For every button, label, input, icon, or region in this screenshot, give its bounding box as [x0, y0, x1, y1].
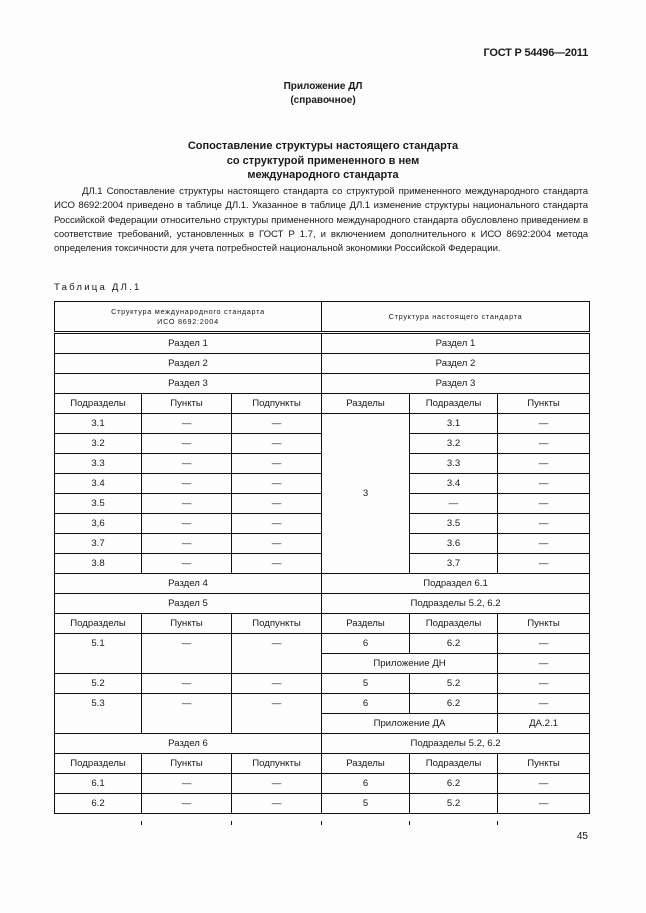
cell: — — [142, 774, 232, 794]
cell: — — [498, 434, 590, 454]
header-national-structure: Структура настоящего стандарта — [322, 302, 590, 333]
cell: — — [232, 414, 322, 434]
cell: — — [498, 474, 590, 494]
section-title-line: Сопоставление структуры настоящего стандарта — [187, 140, 459, 152]
cell: 3.7 — [55, 534, 142, 554]
cell: 3.3 — [55, 454, 142, 474]
cell: — — [232, 534, 322, 554]
cell: Подраздел 6.1 — [322, 574, 590, 594]
cell: 5.1 — [55, 634, 142, 674]
cell: — — [232, 774, 322, 794]
table-continuation-ticks — [54, 821, 589, 825]
table-row — [55, 734, 590, 754]
col-label: Пункты — [142, 394, 232, 414]
cell: — — [498, 554, 590, 574]
cell: — — [142, 534, 232, 554]
cell: 5.2 — [55, 674, 142, 694]
cell: — — [498, 654, 590, 674]
cell: 3.5 — [55, 494, 142, 514]
table-row — [55, 414, 590, 434]
table-row — [55, 574, 590, 594]
cell: Раздел 2 — [322, 354, 590, 374]
cell: 5.3 — [55, 694, 142, 734]
cell-merged-section: 3 — [322, 414, 410, 574]
cell: — — [498, 514, 590, 534]
cell: 3.5 — [410, 514, 498, 534]
cell: — — [498, 774, 590, 794]
cell: ДА.2.1 — [498, 714, 590, 734]
cell: Раздел 3 — [55, 374, 322, 394]
section-title-line: международного стандарта — [247, 169, 399, 181]
cell: — — [142, 514, 232, 534]
header-international-structure — [55, 302, 322, 333]
header-text: Структура международного стандарта — [111, 306, 265, 316]
cell: Раздел 4 — [55, 574, 322, 594]
cell: — — [498, 414, 590, 434]
cell: 3.6 — [410, 534, 498, 554]
col-label: Подразделы — [55, 394, 142, 414]
cell: Раздел 1 — [55, 333, 322, 354]
cell: — — [232, 514, 322, 534]
annex-subtitle: (справочное) — [290, 95, 356, 106]
cell: — — [142, 434, 232, 454]
page-number: 45 — [576, 831, 588, 842]
cell: 6 — [322, 634, 410, 654]
cell: 3.2 — [410, 434, 498, 454]
cell: 3.8 — [55, 554, 142, 574]
cell: — — [232, 634, 322, 674]
section-title-line: со структурой примененного в нем — [226, 154, 420, 167]
col-label: Подпункты — [232, 614, 322, 634]
cell: 3,6 — [55, 514, 142, 534]
col-label: Пункты — [142, 754, 232, 774]
table-row — [55, 354, 590, 374]
cell: — — [498, 694, 590, 714]
cell: Раздел 3 — [322, 374, 590, 394]
continuation-tick — [497, 821, 498, 825]
cell: — — [498, 794, 590, 814]
document-code: ГОСТ Р 54496—2011 — [483, 47, 588, 59]
col-label: Пункты — [142, 614, 232, 634]
cell: 6 — [322, 774, 410, 794]
continuation-tick — [409, 821, 410, 825]
cell: — — [142, 554, 232, 574]
cell: 5 — [322, 674, 410, 694]
continuation-tick — [321, 821, 322, 825]
cell: Подразделы 5.2, 6.2 — [322, 594, 590, 614]
cell: 5.2 — [410, 794, 498, 814]
table-row — [55, 594, 590, 614]
annex-title-line: Приложение ДЛ — [283, 81, 363, 92]
cell: — — [142, 414, 232, 434]
cell: Раздел 1 — [322, 333, 590, 354]
col-label: Подразделы — [410, 394, 498, 414]
column-label-row — [55, 754, 590, 774]
cell: 3.7 — [410, 554, 498, 574]
cell: — — [232, 494, 322, 514]
col-label: Пункты — [498, 614, 590, 634]
cell: — — [498, 454, 590, 474]
cell: — — [142, 634, 232, 674]
cell: 6.2 — [410, 634, 498, 654]
table-row — [55, 634, 590, 654]
cell: 3.1 — [410, 414, 498, 434]
cell: — — [498, 674, 590, 694]
cell: — — [142, 454, 232, 474]
cell: — — [498, 494, 590, 514]
cell: — — [232, 454, 322, 474]
cell: — — [410, 494, 498, 514]
col-label: Подразделы — [55, 754, 142, 774]
col-label: Разделы — [322, 754, 410, 774]
cell: 5 — [322, 794, 410, 814]
cell: — — [142, 794, 232, 814]
cell: — — [142, 674, 232, 694]
header-text: ИСО 8692:2004 — [157, 316, 219, 326]
table-row — [55, 694, 590, 714]
body-paragraph: ДЛ.1 Сопоставление структуры настоящего стандарта со структурой примененного международного стандарта ИСО 8692:2004 приведено в таблице ДЛ.1. Указанное в таблице ДЛ.1 изменение структуры национального стандарта Российской Федерации относительно структуры примененного международного стандарта обусловлено приведением в соответствие требований, установленных в ГОСТ Р 1.7, и включением дополнительного к ИСО 8692:2004 метода определения токсичности для учета потребностей национальной экономики Российской Федерации. — [54, 186, 588, 255]
cell: 6.2 — [55, 794, 142, 814]
section-title — [0, 139, 646, 183]
cell: — — [142, 474, 232, 494]
cell: Раздел 6 — [55, 734, 322, 754]
cell: — — [232, 554, 322, 574]
cell: 3.3 — [410, 454, 498, 474]
table-row — [55, 774, 590, 794]
col-label: Подпункты — [232, 394, 322, 414]
col-label: Разделы — [322, 394, 410, 414]
cell: Подразделы 5.2, 6.2 — [322, 734, 590, 754]
table-row — [55, 333, 590, 354]
cell: 5.2 — [410, 674, 498, 694]
cell: 6 — [322, 694, 410, 714]
column-label-row — [55, 394, 590, 414]
cell: — — [232, 794, 322, 814]
cell: — — [232, 694, 322, 734]
col-label: Разделы — [322, 614, 410, 634]
col-label: Подразделы — [410, 754, 498, 774]
comparison-table-wrapper — [54, 301, 589, 814]
cell: 3.4 — [55, 474, 142, 494]
cell: — — [498, 534, 590, 554]
table-row — [55, 794, 590, 814]
cell: Раздел 2 — [55, 354, 322, 374]
table-row — [55, 674, 590, 694]
table-header-row — [55, 302, 590, 333]
cell: 3.1 — [55, 414, 142, 434]
cell: — — [142, 694, 232, 734]
comparison-table — [54, 301, 590, 814]
cell: — — [232, 434, 322, 454]
col-label: Подпункты — [232, 754, 322, 774]
cell: 6.2 — [410, 774, 498, 794]
table-row — [55, 374, 590, 394]
col-label: Пункты — [498, 394, 590, 414]
cell: 3.2 — [55, 434, 142, 454]
continuation-tick — [141, 821, 142, 825]
cell: 3.4 — [410, 474, 498, 494]
annex-title — [0, 80, 646, 108]
cell: 6.1 — [55, 774, 142, 794]
column-label-row — [55, 614, 590, 634]
col-label: Пункты — [498, 754, 590, 774]
cell: — — [498, 634, 590, 654]
cell: Приложение ДН — [322, 654, 498, 674]
cell: — — [232, 674, 322, 694]
col-label: Подразделы — [410, 614, 498, 634]
col-label: Подразделы — [55, 614, 142, 634]
continuation-tick — [231, 821, 232, 825]
cell: Приложение ДА — [322, 714, 498, 734]
cell: — — [142, 494, 232, 514]
cell: 6.2 — [410, 694, 498, 714]
table-caption: Таблица ДЛ.1 — [54, 282, 142, 293]
cell: — — [232, 474, 322, 494]
cell: Раздел 5 — [55, 594, 322, 614]
